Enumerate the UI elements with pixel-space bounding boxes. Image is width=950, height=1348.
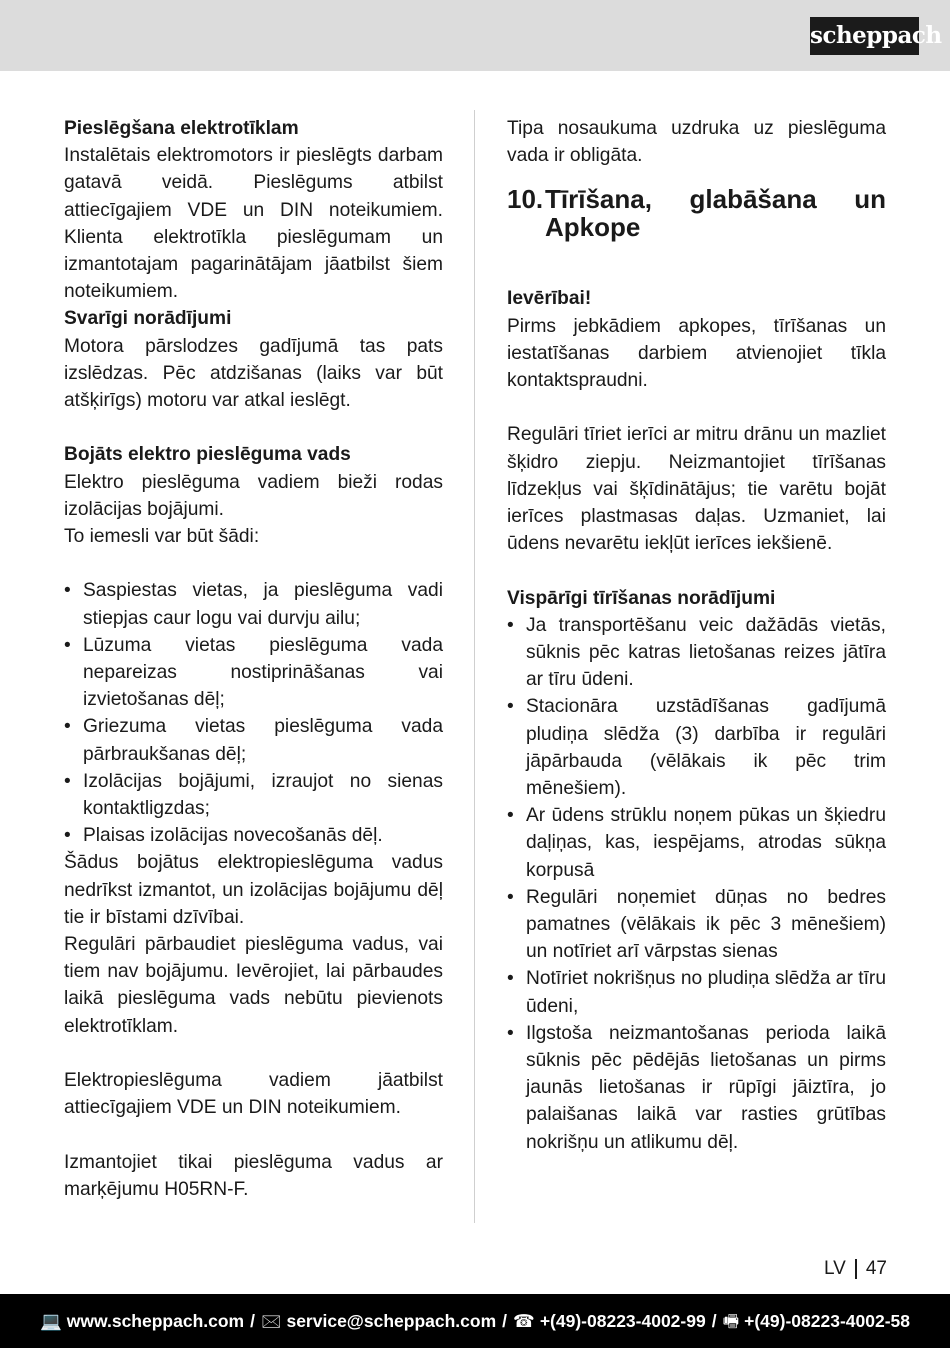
section-title-important-notes: Svarīgi norādījumi — [64, 308, 232, 330]
list-item: • Izolācijas bojājumi, izraujot no sienas kontaktligzdas; — [64, 768, 443, 822]
list-item: • Ar ūdens strūklu noņem pūkas un šķiedru daļiņas, kas, iespējams, atrodas sūkņa korpusā — [507, 802, 886, 884]
header-band — [0, 0, 950, 71]
scheppach-logo: scheppach — [810, 17, 919, 55]
heading-word: Tīrīšana, — [545, 184, 652, 215]
list-item: • Ja transportēšanu veic dažādās vietās, sūknis pēc katras lietošanas reizes jātīra ar tīru ūdeni. — [507, 612, 886, 694]
language-code: LV — [824, 1258, 846, 1279]
footer-email-link[interactable]: service@scheppach.com — [286, 1311, 497, 1331]
left-column — [64, 115, 443, 1203]
paragraph-cleaning: Regulāri tīriet ierīci ar mitru drānu un mazliet šķidro ziepju. Neizmantojiet tīrīšanas līdzekļus vai šķīdinātājus; tie varētu bojāt ierīces plastmasas daļas. Uzmaniet, lai ūdens nevarētu iekļūt ierīces iekšienē. — [507, 424, 886, 555]
list-item: • Lūzuma vietas pieslēguma vada nepareizas nostiprināšanas vai izvietošanas dēļ; — [64, 632, 443, 714]
paragraph-vde-din: Elektropieslēguma vadiem jāatbilst attiecīgajiem VDE un DIN noteikumiem. — [64, 1070, 443, 1119]
footer-bar — [0, 1294, 950, 1348]
section-title-damaged-cable: Bojāts elektro pieslēguma vads — [64, 444, 351, 466]
footer-separator: / — [711, 1311, 717, 1331]
list-item: • Stacionāra uzstādīšanas gadījumā pludiņa slēdža (3) darbība ir regulāri jāpārbauda (vēlākais ik pēc trim mēnešiem). — [507, 693, 886, 802]
footer-separator: / — [250, 1311, 255, 1331]
list-item: • Regulāri noņemiet dūņas no bedres pamatnes (vēlākais ik pēc 3 mēnešiem) un notīriet arī vārpstas sienas — [507, 884, 886, 966]
notice-text: Pirms jebkādiem apkopes, tīrīšanas un iestatīšanas darbiem atvienojiet tīkla kontaktspraudni. — [507, 315, 886, 392]
footer-fax: +(49)-08223-4002-58 — [744, 1311, 911, 1331]
heading-line2: Apkope — [545, 212, 641, 243]
page-number-separator — [855, 1259, 857, 1279]
paragraph-h05rn-f: Izmantojiet tikai pieslēguma vadus ar marķējumu H05RN-F. — [64, 1151, 443, 1200]
list-item: • Griezuma vietas pieslēguma vada pārbraukšanas dēļ; — [64, 713, 443, 767]
column-divider — [474, 110, 475, 1223]
mail-icon: 🖂 — [260, 1311, 282, 1331]
computer-icon: 💻 — [39, 1311, 62, 1331]
section-title-general-cleaning: Vispārīgi tīrīšanas norādījumi — [507, 587, 776, 609]
section-text-important-notes: Motora pārslodzes gadījumā tas pats izslēdzas. Pēc atdzišanas (laiks var būt atšķirīgs) motoru var atkal ieslēgt. — [64, 335, 443, 412]
heading-word: glabāšana — [689, 184, 817, 215]
page-number-value: 47 — [865, 1258, 887, 1279]
right-column — [507, 115, 886, 1156]
section-heading-cleaning — [507, 185, 886, 241]
section-text-causes: To iemesli var būt šādi: — [64, 526, 260, 548]
footer-website-link[interactable]: www.scheppach.com — [66, 1311, 245, 1331]
list-item: • Ilgstoša neizmantošanas perioda laikā sūknis pēc pēdējās lietošanas un pirms jaunās lietošanas ir rūpīgi jāiztīra, jo palaišanas laikā var rasties grūtības nokrišņu un atlikumu dēļ. — [507, 1020, 886, 1156]
section-text-power-connection: Instalētais elektromotors ir pieslēgts darbam gatavā veidā. Pieslēgums atbilst attiecīgajiem VDE un DIN noteikumiem. Klienta elektrotīkla pieslēgumam un izmantotajam pagarinātājam jāatbilst šiem noteikumiem. — [64, 145, 443, 303]
paragraph-check-cables: Regulāri pārbaudiet pieslēguma vadus, vai tiem nav bojājumu. Ievērojiet, lai pārbaudes laikā pieslēguma vads nebūtu pievienots elektrotīklam. — [64, 934, 443, 1037]
phone-icon: ☎ — [513, 1311, 535, 1331]
cleaning-instructions-list — [507, 612, 886, 1156]
damage-causes-list — [64, 577, 443, 849]
page-number — [824, 1257, 887, 1281]
footer-separator: / — [502, 1311, 508, 1331]
notice-title: Ievērībai! — [507, 288, 592, 310]
list-item: • Notīriet nokrišņus no pludiņa slēdža ar tīru ūdeni, — [507, 965, 886, 1019]
paragraph-type-label: Tipa nosaukuma uzdruka uz pieslēguma vada ir obligāta. — [507, 118, 886, 167]
list-item: • Plaisas izolācijas novecošanās dēļ. — [64, 822, 443, 849]
heading-word: un — [854, 184, 886, 215]
section-title-power-connection: Pieslēgšana elektrotīklam — [64, 118, 299, 139]
fax-icon: 🖷 — [722, 1311, 740, 1331]
heading-number: 10. — [507, 184, 544, 215]
paragraph-damaged-cables-danger: Šādus bojātus elektropieslēguma vadus nedrīkst izmantot, un izolācijas bojājumu dēļ tie ir bīstami dzīvībai. — [64, 852, 443, 928]
section-text-damaged-cable: Elektro pieslēguma vadiem bieži rodas izolācijas bojājumi. — [64, 471, 443, 520]
footer-phone: +(49)-08223-4002-99 — [539, 1311, 706, 1331]
list-item: • Saspiestas vietas, ja pieslēguma vadi stiepjas caur logu vai durvju ailu; — [64, 577, 443, 631]
